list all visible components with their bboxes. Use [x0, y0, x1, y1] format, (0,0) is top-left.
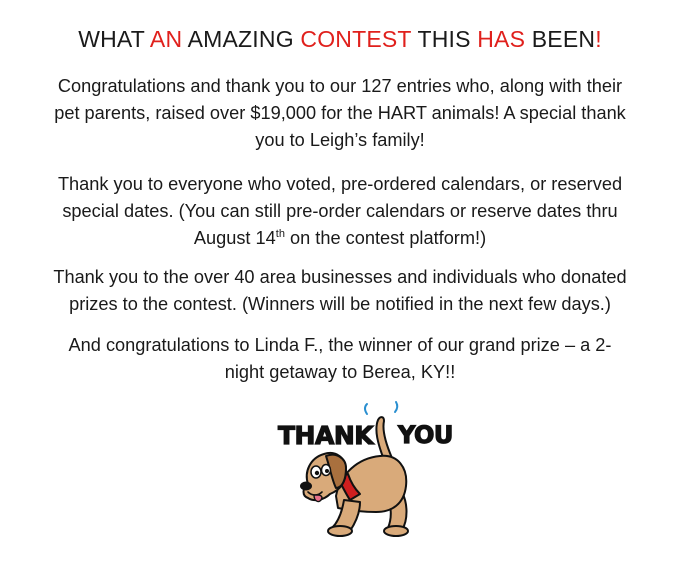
dog-pupil [325, 469, 329, 473]
paragraph-grand-prize [20, 332, 660, 386]
page-title [0, 26, 680, 53]
title-word-highlight: AN [149, 26, 183, 52]
dog-front-paw [328, 526, 352, 536]
title-word: BEEN [531, 26, 596, 52]
paragraph-congratulations [20, 73, 660, 154]
paragraph-line: And congratulations to Linda F., the winner of our grand prize – a 2- [68, 335, 612, 355]
paragraph-line [20, 225, 660, 252]
paragraph-line: pet parents, raised over $19,000 for the HART animals! A special thank [54, 103, 626, 123]
title-word-highlight: CONTEST [300, 26, 412, 52]
paragraph-voters [20, 171, 660, 252]
paragraph-line: prizes to the contest. (Winners will be notified in the next few days.) [69, 294, 611, 314]
dog-pupil [315, 471, 319, 475]
dog-tail [376, 417, 392, 460]
paragraph-line: night getaway to Berea, KY!! [224, 362, 456, 382]
dog-back-paw [384, 526, 408, 536]
paragraph-line: Congratulations and thank you to our 127 entries who, along with their [57, 76, 623, 96]
date-text: August 14 [193, 228, 276, 248]
paragraph-line: you to Leigh’s family! [255, 130, 425, 150]
dog-nose [300, 482, 312, 491]
clipart-word-you: YOU [398, 421, 453, 449]
thank-you-dog-icon [274, 400, 454, 550]
title-word-highlight: HAS [477, 26, 526, 52]
paragraph-line: Thank you to the over 40 area businesses and individuals who donated [53, 267, 627, 287]
title-word: THIS [417, 26, 471, 52]
ordinal-suffix: th [275, 228, 285, 240]
paragraph-line: Thank you to everyone who voted, pre-ordered calendars, or reserved [57, 174, 623, 194]
title-word: WHAT [78, 26, 145, 52]
clipart-word-thank: THANK [278, 421, 374, 450]
paragraph-businesses [20, 264, 660, 318]
dog-tongue [314, 495, 322, 502]
paragraph-line: special dates. (You can still pre-order calendars or reserve dates thru [62, 201, 618, 221]
motion-mark [395, 402, 397, 412]
motion-mark [365, 404, 367, 414]
paragraph-line-tail: on the contest platform!) [284, 228, 487, 248]
title-exclamation: ! [595, 26, 602, 52]
title-word: AMAZING [187, 26, 294, 52]
